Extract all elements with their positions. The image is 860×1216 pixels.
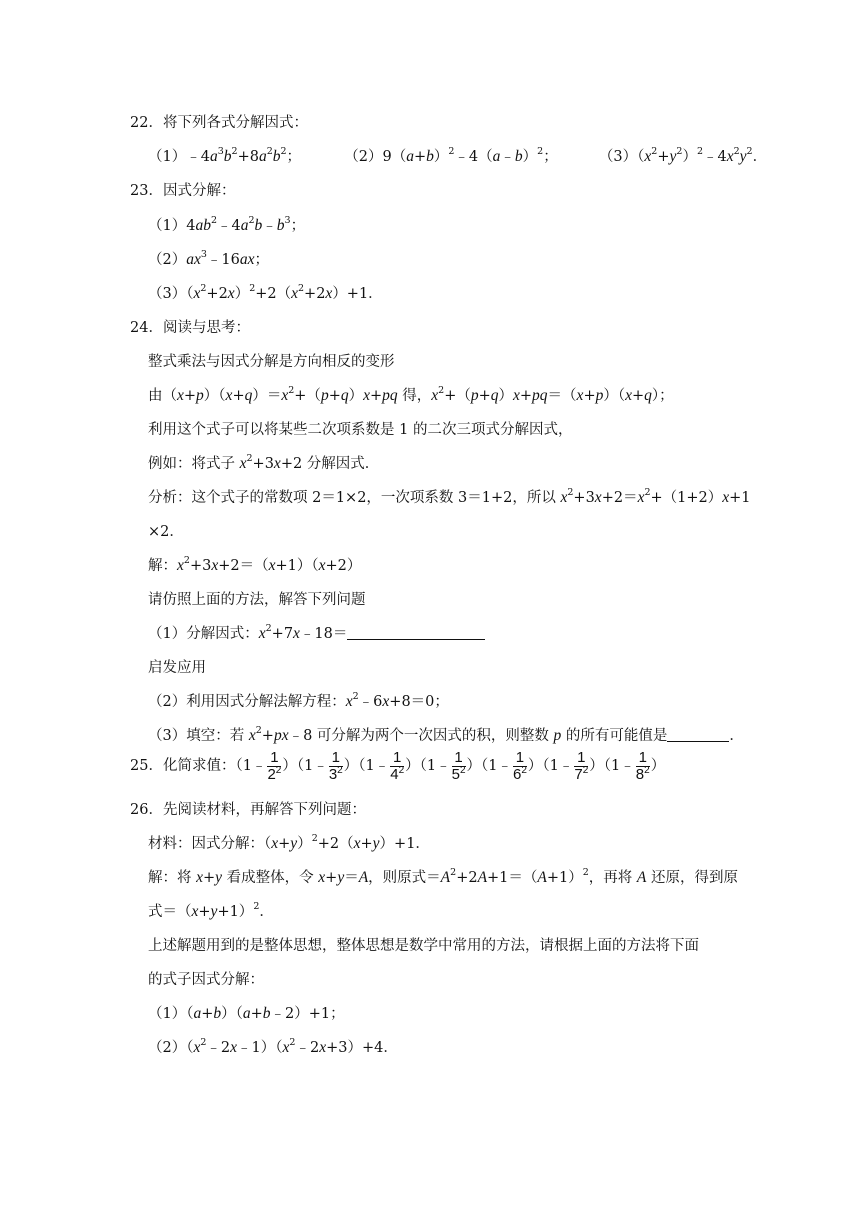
q24-line9: （1）分解因式：$x^2+7x﹣18=$ bbox=[148, 624, 485, 644]
q25-product bbox=[235, 748, 666, 783]
q24-line5-text-a: 分析：这个式子的常数项 2＝1×2，一次项系数 3＝1+2，所以 bbox=[148, 490, 561, 506]
q26-line2-text-e: 还原，得到原 bbox=[646, 870, 738, 886]
q25-fraction-numerator: 1 bbox=[452, 750, 466, 767]
q25-factor-2-suffix: ） bbox=[343, 758, 359, 774]
q24-part3-text-a: （3）填空：若 bbox=[148, 728, 249, 744]
q24-line4-text-b: 分解因式． bbox=[302, 456, 380, 472]
q26-part1 bbox=[148, 1004, 345, 1024]
q25-fraction-5 bbox=[513, 750, 527, 783]
q25-factor-3-suffix: ） bbox=[405, 758, 420, 774]
q23-part1-expression: $4ab^2﹣4a^2b﹣b^3$； bbox=[186, 215, 306, 234]
q25-factor-6-prefix: （1﹣ bbox=[542, 758, 574, 774]
q25-fraction-denominator: $8^2$ bbox=[635, 764, 650, 783]
q25-fraction-denominator: $6^2$ bbox=[513, 764, 527, 783]
q25-fraction-numerator: 1 bbox=[513, 750, 527, 767]
q22-part2-expression: $9(a+b)^2﹣4(a﹣b)^2$； bbox=[382, 146, 558, 165]
q26-part2 bbox=[148, 1038, 398, 1058]
q26-line4: 上述解题用到的是整体思想，整体思想是数学中常用的方法，请根据上面的方法将下面 bbox=[148, 938, 699, 954]
q25-factor-5-suffix: ） bbox=[527, 758, 543, 774]
q23-part3-label: （3） bbox=[148, 286, 187, 302]
q25-title: 25．化简求值： bbox=[130, 758, 236, 774]
q24-line1: 整式乘法与因式分解是方向相反的变形 bbox=[148, 354, 395, 370]
q25-fraction-denominator: $5^2$ bbox=[451, 764, 466, 783]
q25-factor-2-prefix: （1﹣ bbox=[296, 758, 328, 774]
q26-line2-text-c: ，则原式＝ bbox=[368, 870, 441, 886]
q26-line2-text-b: 看成整体，令 bbox=[222, 870, 319, 886]
q25-factor-1-suffix: ） bbox=[282, 758, 297, 774]
q25-fraction-numerator: 1 bbox=[574, 750, 588, 767]
q24-part3-end: ． bbox=[729, 728, 744, 744]
q22-part2-label: （2） bbox=[344, 149, 383, 165]
q22-part1-expression: $﹣4a^3b^2+8a^2b^2$； bbox=[186, 146, 302, 165]
q25-fraction-numerator: 1 bbox=[329, 750, 343, 767]
q22-title: 22．将下列各式分解因式： bbox=[130, 115, 308, 131]
q24-part2-text: （2）利用因式分解法解方程： bbox=[148, 694, 346, 710]
q25-fraction-numerator: 1 bbox=[267, 750, 281, 767]
q22-items bbox=[148, 147, 767, 167]
q26-line3: 式$=(x+y+1)^2$． bbox=[148, 901, 274, 920]
q26-part1-expression: （a+b）（a+b﹣2）+1； bbox=[186, 1005, 345, 1022]
q24-line6: ×2． bbox=[148, 524, 184, 540]
q25-fraction-7 bbox=[636, 750, 650, 783]
q25-fraction-denominator: $2^2$ bbox=[267, 764, 282, 783]
q25-fraction-3 bbox=[390, 750, 404, 783]
q25-fraction-denominator: $7^2$ bbox=[574, 764, 589, 783]
q25-fraction-4 bbox=[452, 750, 466, 783]
q26-title: 26．先阅读材料，再解答下列问题： bbox=[130, 802, 366, 818]
q24-line4: 例如：将式子 $x^2+3x+2$ 分解因式． bbox=[148, 453, 380, 472]
q25-fraction-denominator: $3^2$ bbox=[328, 764, 343, 783]
q26-line2-text-a: 解：将 bbox=[148, 870, 197, 886]
q25-fraction-denominator: $4^2$ bbox=[390, 764, 405, 783]
q22-part1-label: （1） bbox=[148, 149, 187, 165]
q23-title: 23．因式分解： bbox=[130, 183, 236, 199]
q25-factor-1-prefix: （1﹣ bbox=[235, 758, 267, 774]
q23-part3-expression: $(x^2+2x)^2+2(x^2+2x)+1$． bbox=[186, 283, 383, 302]
q24-title: 24．阅读与思考： bbox=[130, 320, 250, 336]
q24-line12: （3）填空：若 $x^2+px﹣8$ 可分解为两个一次因式的积，则整数 p 的所有可能值是 ． bbox=[148, 725, 744, 744]
q24-part1-answer-blank[interactable] bbox=[347, 625, 485, 640]
q24-part1-text: （1）分解因式： bbox=[148, 626, 259, 642]
q23-part2-expression: $ax^3﹣16ax$； bbox=[186, 249, 270, 268]
q23-part2-label: （2） bbox=[148, 252, 187, 268]
q24-part3-text-b: 可分解为两个一次因式的积，则整数 bbox=[312, 728, 554, 744]
q25-fraction-6 bbox=[574, 750, 588, 783]
q23-part1 bbox=[148, 216, 305, 236]
q23-part2 bbox=[148, 250, 269, 270]
q26-line1: 材料：因式分解：$(x+y)^2+2(x+y)+1$． bbox=[148, 833, 430, 852]
q22-part3-expression: $(x^2+y^2)^2﹣4x^2y^2$． bbox=[637, 146, 768, 165]
q25-factor-6-suffix: ） bbox=[589, 758, 604, 774]
q25-factor-4-prefix: （1﹣ bbox=[419, 758, 451, 774]
q26-line2: 解：将 x+y 看成整体，令 x+y＝A，则原式$=A^2+2A+1=(A+1)^2$，再将 A 还原，得到原 bbox=[148, 867, 738, 886]
q24-line2: 由$(x+p)(x+q)=x^2+(p+q)x+pq$ 得，$x^2+(p+q)x+pq=(x+p)(x+q)$； bbox=[148, 385, 674, 404]
q24-part3-answer-blank[interactable] bbox=[667, 727, 729, 742]
q24-line7: 解：$x^2+3x+2=(x+1)(x+2)$ bbox=[148, 555, 362, 574]
q25-factor-3-prefix: （1﹣ bbox=[358, 758, 390, 774]
q25-factor-7-suffix: ） bbox=[650, 758, 666, 774]
q25-fraction-numerator: 1 bbox=[390, 750, 404, 767]
q25-factor-7-prefix: （1﹣ bbox=[603, 758, 635, 774]
q24-line7-text: 解： bbox=[148, 558, 177, 574]
q24-line11: （2）利用因式分解法解方程：$x^2﹣6x+8=0$； bbox=[148, 691, 449, 710]
q24-line8: 请仿照上面的方法，解答下列问题 bbox=[148, 592, 366, 608]
q25-fraction-numerator: 1 bbox=[636, 750, 650, 767]
q26-line2-text-d: ，再将 bbox=[588, 870, 637, 886]
q23-part1-label: （1） bbox=[148, 218, 187, 234]
q24-line4-text-a: 例如：将式子 bbox=[148, 456, 240, 472]
q26-line1-text: 材料：因式分解： bbox=[148, 836, 264, 852]
q24-line10: 启发应用 bbox=[148, 660, 206, 676]
q25-line bbox=[130, 746, 665, 786]
q26-part2-expression: $(x^2﹣2x﹣1)(x^2﹣2x+3)+4$． bbox=[186, 1037, 398, 1056]
q25-fraction-2 bbox=[329, 750, 343, 783]
q26-line3-text: 式＝ bbox=[148, 904, 177, 920]
q22-part3-label: （3） bbox=[598, 149, 638, 165]
q25-factor-4-suffix: ） bbox=[466, 758, 482, 774]
q23-part3 bbox=[148, 284, 383, 304]
q24-line5: 分析：这个式子的常数项 2＝1×2，一次项系数 3＝1+2，所以 $x^2+3x+2=x^2+(1+2)x+1$ bbox=[148, 487, 751, 506]
q26-line5: 的式子因式分解： bbox=[148, 972, 264, 988]
q25-fraction-1 bbox=[267, 750, 281, 783]
q26-part1-label: （1） bbox=[148, 1006, 187, 1022]
q25-factor-5-prefix: （1﹣ bbox=[481, 758, 512, 774]
q24-line3: 利用这个式子可以将某些二次项系数是 1 的二次三项式分解因式， bbox=[148, 422, 573, 438]
q26-part2-label: （2） bbox=[148, 1040, 187, 1056]
q24-part3-text-c: 的所有可能值是 bbox=[561, 728, 668, 744]
